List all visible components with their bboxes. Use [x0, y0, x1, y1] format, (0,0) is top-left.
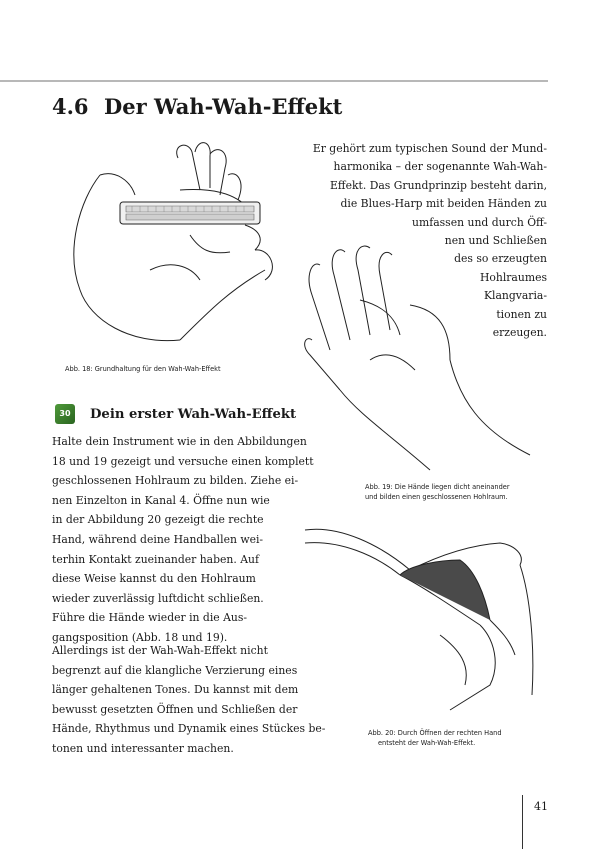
body-line: wieder zuverlässig luftdicht schließen. — [52, 591, 264, 605]
body-paragraph-1 — [52, 432, 352, 648]
figure-18-caption: Abb. 18: Grundhaltung für den Wah-Wah-Effekt — [65, 365, 221, 373]
body-line: Hand, während deine Handballen wei- — [52, 532, 264, 546]
body-line: bewusst gesetzten Öffnen und Schließen der — [52, 702, 298, 716]
track-badge: 30 — [55, 404, 75, 424]
intro-line: nen und Schließen — [444, 234, 547, 248]
figure-19-caption-line: Abb. 19: Die Hände liegen dicht aneinander — [365, 483, 510, 491]
intro-line: Hohlraumes — [479, 270, 547, 284]
page-number: 41 — [534, 800, 548, 813]
header-rule — [0, 80, 548, 82]
body-line: terhin Kontakt zueinander haben. Auf — [52, 552, 259, 566]
figure-20-caption — [368, 728, 502, 748]
body-line: Führe die Hände wieder in die Aus- — [52, 611, 248, 625]
intro-line: Er gehört zum typischen Sound der Mund- — [312, 142, 547, 155]
body-line: 18 und 19 gezeigt und versuche einen komplett — [52, 454, 314, 468]
page-number-rule — [522, 795, 523, 849]
section-title: Der Wah-Wah-Effekt — [104, 94, 343, 119]
body-line: gangsposition (Abb. 18 und 19). — [52, 630, 228, 644]
intro-line: die Blues-Harp mit beiden Händen zu — [340, 197, 547, 211]
body-line: nen Einzelton in Kanal 4. Öffne nun wie — [52, 493, 270, 507]
subsection-title: Dein erster Wah-Wah-Effekt — [90, 407, 297, 422]
figure-18-illustration — [60, 140, 290, 355]
intro-line: erzeugen. — [492, 326, 547, 340]
body-line: in der Abbildung 20 gezeigt die rechte — [52, 513, 264, 527]
body-paragraph-2 — [52, 641, 342, 759]
figure-20-caption-line: Abb. 20: Durch Öffnen der rechten Hand — [368, 729, 502, 737]
figure-20-caption-line: entsteht der Wah-Wah-Effekt. — [378, 739, 476, 747]
body-line: Allerdings ist der Wah-Wah-Effekt nicht — [52, 644, 268, 657]
body-line: tonen und interessanter machen. — [52, 741, 234, 755]
body-line: begrenzt auf die klangliche Verzierung eines — [52, 663, 298, 677]
figure-19-caption — [365, 482, 510, 502]
body-line: Hände, Rhythmus und Dynamik eines Stückes be- — [52, 722, 326, 736]
intro-line: Klangvaria- — [483, 289, 547, 303]
section-heading — [52, 94, 342, 119]
body-line: länger gehaltenen Tones. Du kannst mit dem — [52, 683, 299, 697]
body-line: Halte dein Instrument wie in den Abbildungen — [52, 435, 307, 448]
section-number: 4.6 — [52, 94, 89, 119]
intro-line: harmonika – der sogenannte Wah-Wah- — [333, 160, 547, 174]
intro-line: Effekt. Das Grundprinzip besteht darin, — [330, 178, 547, 192]
intro-line: tionen zu — [496, 307, 547, 321]
intro-line: des so erzeugten — [454, 252, 547, 266]
body-line: diese Weise kannst du den Hohlraum — [52, 572, 256, 586]
intro-line: umfassen und durch Öff- — [412, 215, 547, 229]
figure-19-caption-line: und bilden einen geschlossenen Hohlraum. — [365, 493, 508, 501]
body-line: geschlossenen Hohlraum zu bilden. Ziehe ei- — [52, 474, 299, 488]
